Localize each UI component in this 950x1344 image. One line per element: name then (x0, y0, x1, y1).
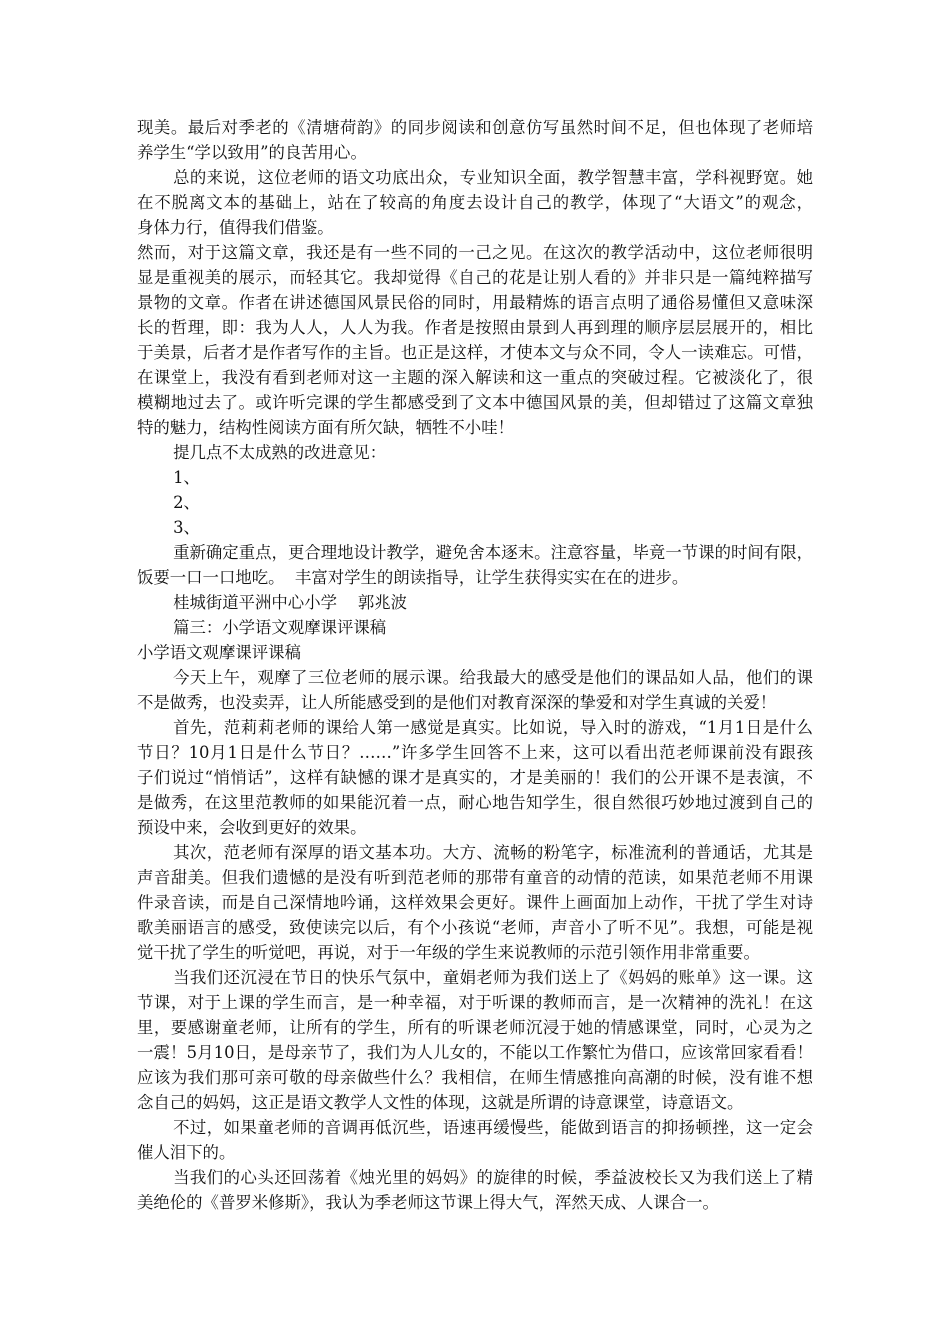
text-line: 当我们的心头还回荡着《烛光里的妈妈》的旋律的时候，季益波校长又为我们送上了精 (173, 1168, 813, 1187)
text-line: 篇三：小学语文观摩课评课稿 (173, 618, 387, 637)
list-item (137, 515, 813, 540)
article-title (137, 640, 813, 665)
text-line: 声音甜美。但我们遗憾的是没有听到范老师的那带有童音的动情的范读，如果范老师不用课 (137, 868, 813, 887)
text-line: 在课堂上，我没有看到老师对这一主题的深入解读和这一重点的突破过程。它被淡化了，很 (137, 368, 813, 387)
text-line: 其次，范老师有深厚的语文基本功。大方、流畅的粉笔字，标准流利的普通话，尤其是 (173, 843, 813, 862)
paragraph (137, 115, 813, 165)
paragraph (137, 840, 813, 965)
text-line: 提几点不太成熟的改进意见： (173, 443, 387, 462)
text-line: 身体力行，值得我们借鉴。 (137, 218, 334, 237)
list-item (137, 490, 813, 515)
text-line: 在不脱离文本的基础上，站在了较高的角度去设计自己的教学，体现了“大语文”的观念， (137, 193, 813, 212)
text-line: 美绝伦的《普罗米修斯》，我认为季老师这节课上得大气，浑然天成、人课合一。 (137, 1193, 719, 1212)
paragraph (137, 665, 813, 715)
text-line: 是做秀，在这里范教师的如果能沉着一点，耐心地告知学生，很自然很巧妙地过渡到自己的 (137, 793, 813, 812)
paragraph (137, 1115, 813, 1165)
text-line: 景物的文章。作者在讲述德国风景民俗的同时，用最精炼的语言点明了通俗易懂但又意味深 (137, 293, 813, 312)
paragraph (137, 540, 813, 590)
section-heading (137, 615, 813, 640)
text-line: 觉干扰了学生的听觉吧，再说，对于一年级的学生来说教师的示范引领作用非常重要。 (137, 943, 760, 962)
text-line: 重新确定重点，更合理地设计教学，避免舍本逐末。注意容量，毕竟一节课的时间有限， (173, 543, 813, 562)
text-line: 预设中来，会收到更好的效果。 (137, 818, 367, 837)
paragraph (137, 240, 813, 440)
list-item-number: 3、 (173, 518, 200, 537)
document-body (137, 115, 813, 1215)
text-line: 节日？10月1日是什么节日？……”许多学生回答不上来，这可以看出范老师课前没有跟孩 (137, 743, 813, 762)
text-line: 特的魅力，结构性阅读方面有所欠缺，牺牲不小哇！ (137, 418, 514, 437)
paragraph (137, 1165, 813, 1215)
text-line: 显是重视美的展示，而轻其它。我却觉得《自己的花是让别人看的》并非只是一篇纯粹描写 (137, 268, 813, 287)
text-line: 子们说过“悄悄话”，这样有缺憾的课才是真实的，才是美丽的！我们的公开课不是表演，不 (137, 768, 813, 787)
text-line: 不是做秀，也没卖弄，让人所能感受到的是他们对教育深深的挚爱和对学生真诚的关爱！ (137, 693, 777, 712)
text-line: 然而，对于这篇文章，我还是有一些不同的一己之见。在这次的教学活动中，这位老师很明 (137, 243, 813, 262)
text-line: 件录音读，而是自己深情地吟诵，这样效果会更好。课件上画面加上动作，干扰了学生对诗 (137, 893, 813, 912)
paragraph (137, 440, 813, 465)
text-line: 模糊地过去了。或许听完课的学生都感受到了文本中德国风景的美，但却错过了这篇文章独 (137, 393, 813, 412)
text-line: 一震！5月10日，是母亲节了，我们为人儿女的，不能以工作繁忙为借口，应该常回家看看！ (137, 1043, 813, 1062)
text-line: 不过，如果童老师的音调再低沉些，语速再缓慢些，能做到语言的抑扬顿挫，这一定会 (173, 1118, 813, 1137)
text-line: 养学生“学以致用”的良苦用心。 (137, 143, 367, 162)
text-line: 总的来说，这位老师的语文功底出众，专业知识全面，教学智慧丰富，学科视野宽。她 (173, 168, 813, 187)
text-line: 饭要一口一口地吃。 丰富对学生的朗读指导，让学生获得实实在在的进步。 (137, 568, 689, 587)
paragraph (137, 165, 813, 240)
author-signature (137, 590, 813, 615)
list-item-number: 1、 (173, 468, 200, 487)
text-line: 长的哲理，即：我为人人，人人为我。作者是按照由景到人再到理的顺序层层展开的，相比 (137, 318, 813, 337)
text-line: 首先，范莉莉老师的课给人第一感觉是真实。比如说，导入时的游戏，“1月1日是什么 (173, 718, 813, 737)
text-line: 桂城街道平洲中心小学 郭兆波 (173, 593, 407, 612)
list-item (137, 465, 813, 490)
text-line: 于美景，后者才是作者写作的主旨。也正是这样，才使本文与众不同，令人一读难忘。可惜， (137, 343, 813, 362)
text-line: 今天上午，观摩了三位老师的展示课。给我最大的感受是他们的课品如人品，他们的课 (173, 668, 813, 687)
text-line: 节课，对于上课的学生而言，是一种幸福，对于听课的教师而言，是一次精神的洗礼！在这 (137, 993, 813, 1012)
text-line: 歌美丽语言的感受，致使读完以后，有个小孩说“老师，声音小了听不见”。我想，可能是视 (137, 918, 813, 937)
text-line: 应该为我们那可亲可敬的母亲做些什么？我相信，在师生情感推向高潮的时候，没有谁不想 (137, 1068, 813, 1087)
text-line: 念自己的妈妈，这正是语文教学人文性的体现，这就是所谓的诗意课堂，诗意语文。 (137, 1093, 744, 1112)
text-line: 小学语文观摩课评课稿 (137, 643, 301, 662)
paragraph (137, 715, 813, 840)
text-line: 催人泪下的。 (137, 1143, 236, 1162)
text-line: 里，要感谢童老师，让所有的学生，所有的听课老师沉浸于她的情感课堂，同时，心灵为之 (137, 1018, 813, 1037)
text-line: 当我们还沉浸在节日的快乐气氛中，童娟老师为我们送上了《妈妈的账单》这一课。这 (173, 968, 813, 987)
list-item-number: 2、 (173, 493, 200, 512)
paragraph (137, 965, 813, 1115)
text-line: 现美。最后对季老的《清塘荷韵》的同步阅读和创意仿写虽然时间不足，但也体现了老师培 (137, 118, 813, 137)
